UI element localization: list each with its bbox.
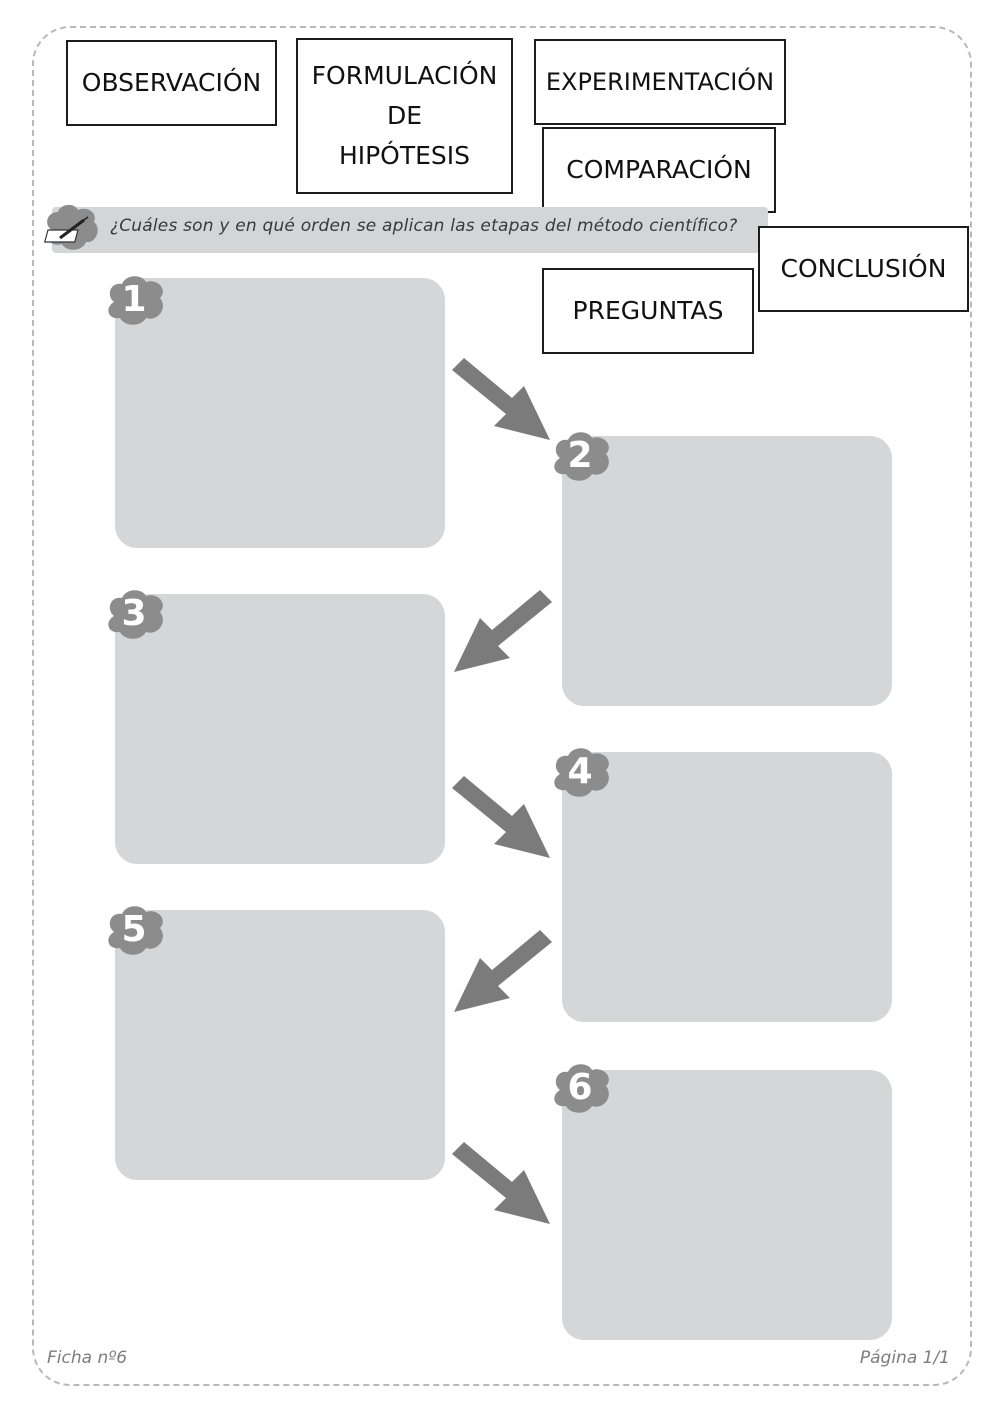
arrow-down-left-icon [450,928,554,1016]
tile-observacion-label: OBSERVACIÓN [81,68,262,97]
tile-formulacion-line2: DE [386,101,423,130]
tile-conclusion-label: CONCLUSIÓN [780,254,947,283]
tile-experimentacion-label: EXPERIMENTACIÓN [545,68,775,96]
question-text: ¿Cuáles son y en qué orden se aplican las etapas del método científico? [110,216,738,236]
arrow-down-right-icon [450,774,554,862]
tile-experimentacion[interactable] [534,39,786,125]
footer-sheet-number: Ficha nº6 [47,1348,128,1368]
tile-formulacion-line3: HIPÓTESIS [338,141,471,170]
tile-preguntas-label: PREGUNTAS [572,296,724,325]
tile-conclusion[interactable] [758,226,969,312]
tile-comparacion-label: COMPARACIÓN [566,155,752,184]
step-number-4: 4 [567,751,593,792]
tile-observacion[interactable] [66,40,277,126]
footer-page-number: Página 1/1 [859,1348,950,1368]
step-number-5: 5 [121,909,147,950]
tile-comparacion[interactable] [542,127,776,213]
arrow-down-right-icon [450,1140,554,1228]
arrow-down-right-icon [450,356,554,444]
step-number-6: 6 [567,1067,593,1108]
tile-formulacion-line1: FORMULACIÓN [311,61,498,90]
step-number-3: 3 [121,593,147,634]
step-number-2: 2 [567,435,593,476]
tile-formulacion-de-hipotesis[interactable] [296,38,513,194]
pencil-writing-icon [42,200,100,256]
step-number-1: 1 [121,279,147,320]
arrow-down-left-icon [450,588,554,676]
tile-preguntas[interactable] [542,268,754,354]
